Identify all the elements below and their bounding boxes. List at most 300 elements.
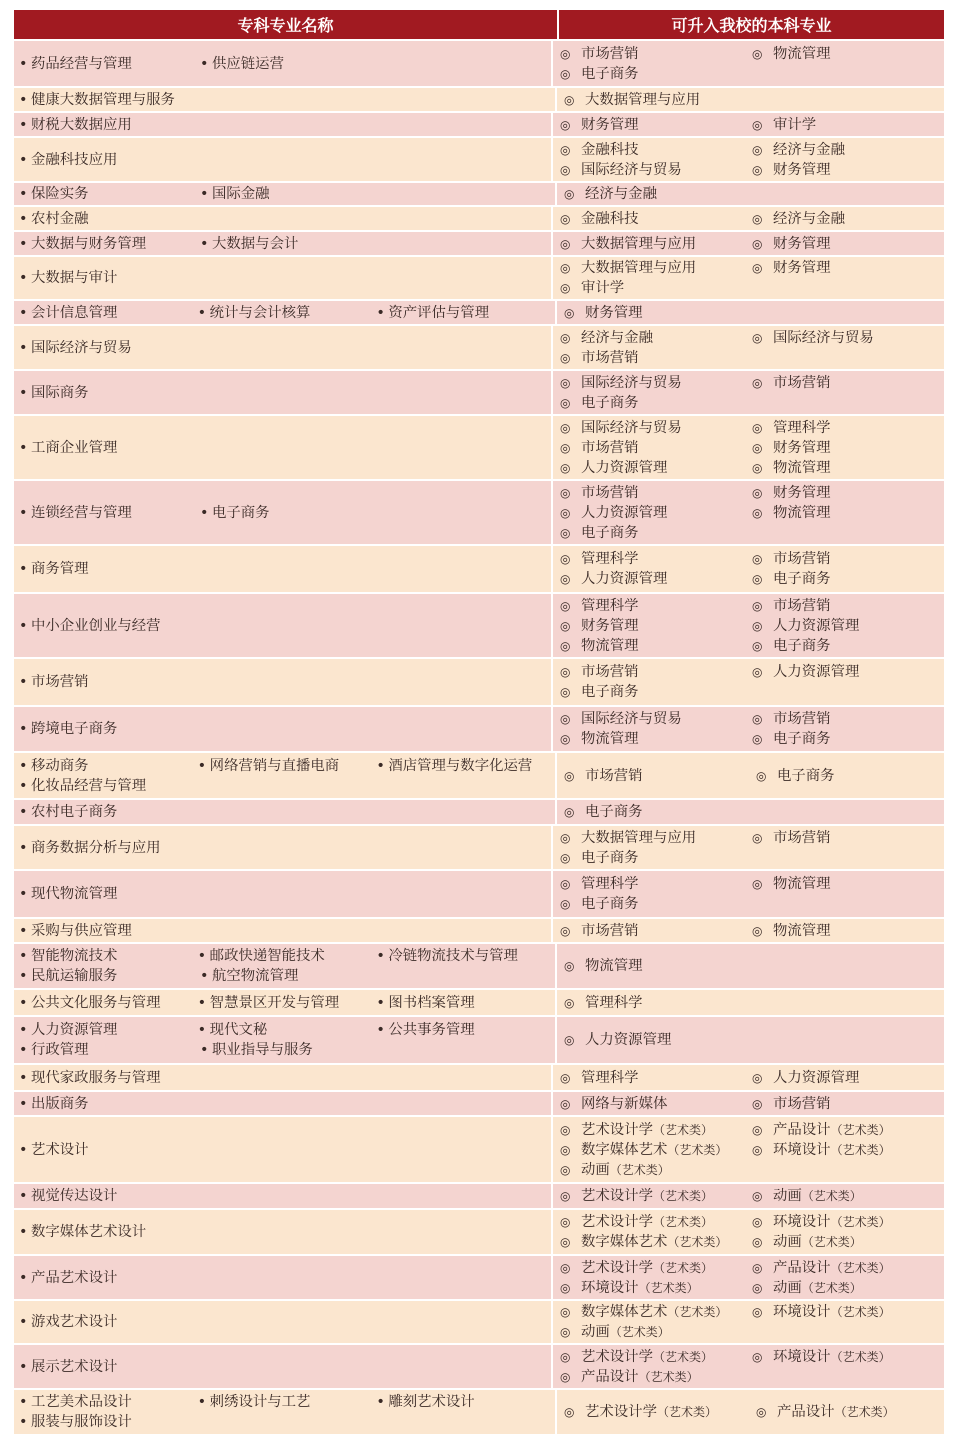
bachelor-major-item: ◎ 市场营销 xyxy=(752,1095,831,1112)
bachelor-major-item: ◎ 动画（艺术类） xyxy=(560,1324,670,1340)
double-circle-icon: ◎ xyxy=(560,375,571,390)
bachelor-major-cell xyxy=(557,753,948,798)
junior-major-cell xyxy=(14,753,557,798)
bachelor-major-item: ◎ 国际经济与贸易 xyxy=(560,161,682,178)
double-circle-icon: ◎ xyxy=(752,830,763,845)
bullet-icon: • xyxy=(19,186,28,202)
junior-major-cell xyxy=(14,481,553,544)
bachelor-major-item: ◎ 大数据管理与应用 xyxy=(560,829,697,846)
double-circle-icon: ◎ xyxy=(560,420,571,435)
junior-major-cell xyxy=(14,871,553,917)
junior-major-cell xyxy=(14,1301,553,1343)
junior-major-item: • 国际商务 xyxy=(19,384,89,401)
table-row xyxy=(14,136,944,181)
double-circle-icon: ◎ xyxy=(752,877,763,891)
bachelor-major-item: ◎ 环境设计（艺术类） xyxy=(752,1348,891,1365)
bachelor-major-item: ◎ 环境设计（艺术类） xyxy=(560,1279,699,1296)
double-circle-icon: ◎ xyxy=(560,1325,571,1339)
junior-major-cell xyxy=(14,183,557,205)
double-circle-icon: ◎ xyxy=(560,665,571,679)
bullet-icon: • xyxy=(19,116,28,133)
bullet-icon: • xyxy=(19,1394,28,1410)
junior-major-item: • 药品经营与管理 xyxy=(19,55,132,72)
bullet-icon: • xyxy=(19,757,28,774)
bullet-icon: • xyxy=(19,968,28,984)
double-circle-icon: ◎ xyxy=(752,1260,763,1275)
table-row xyxy=(14,230,944,255)
bachelor-major-item: ◎ 电子商务 xyxy=(560,65,639,82)
table-row xyxy=(14,111,944,136)
bullet-icon: • xyxy=(19,210,28,227)
bullet-icon: • xyxy=(19,270,28,286)
table-row xyxy=(14,657,944,705)
junior-major-item: • 服装与服饰设计 xyxy=(19,1414,132,1430)
bachelor-major-item: ◎ 人力资源管理 xyxy=(564,1032,672,1048)
bullet-icon: • xyxy=(19,384,28,401)
junior-major-item: • 职业指导与服务 xyxy=(200,1042,313,1058)
bullet-icon: • xyxy=(376,948,385,964)
bachelor-major-cell xyxy=(553,1301,944,1343)
table-row xyxy=(14,1115,944,1182)
junior-major-cell xyxy=(14,1092,553,1115)
double-circle-icon: ◎ xyxy=(560,350,571,365)
table-row xyxy=(14,592,944,657)
bachelor-major-cell xyxy=(553,138,944,181)
table-row xyxy=(14,1015,944,1063)
bachelor-major-cell xyxy=(553,326,944,369)
bachelor-major-item: ◎ 人力资源管理 xyxy=(560,571,668,587)
double-circle-icon: ◎ xyxy=(560,897,571,911)
junior-major-item: • 跨境电子商务 xyxy=(19,721,118,737)
table-header xyxy=(14,10,944,39)
junior-major-item: • 国际经济与贸易 xyxy=(19,339,132,356)
bachelor-major-item: ◎ 动画（艺术类） xyxy=(752,1188,862,1204)
bachelor-major-item: ◎ 市场营销 xyxy=(564,767,643,784)
junior-major-item: • 工艺美术品设计 xyxy=(19,1394,132,1410)
table-row xyxy=(14,798,944,824)
bullet-icon: • xyxy=(200,504,209,521)
table-row xyxy=(14,1254,944,1299)
bachelor-major-cell xyxy=(553,232,944,255)
bachelor-major-item: ◎ 人力资源管理 xyxy=(752,617,860,634)
double-circle-icon: ◎ xyxy=(752,1142,763,1157)
bachelor-major-cell xyxy=(553,1117,944,1182)
junior-major-cell xyxy=(14,1184,553,1208)
double-circle-icon: ◎ xyxy=(752,261,763,275)
bachelor-major-cell xyxy=(553,1184,944,1208)
double-circle-icon: ◎ xyxy=(560,598,571,613)
junior-major-cell xyxy=(14,944,557,988)
double-circle-icon: ◎ xyxy=(752,1280,763,1295)
bachelor-major-item: ◎ 市场营销 xyxy=(560,45,639,62)
double-circle-icon: ◎ xyxy=(560,1280,571,1295)
bullet-icon: • xyxy=(197,304,207,321)
bachelor-major-item: ◎ 财务管理 xyxy=(752,260,831,276)
bachelor-major-item: ◎ 人力资源管理 xyxy=(752,664,860,680)
bachelor-major-item: ◎ 经济与金融 xyxy=(752,141,845,158)
bachelor-major-item: ◎ 财务管理 xyxy=(752,161,831,178)
bachelor-major-cell xyxy=(553,416,944,479)
junior-major-item: • 民航运输服务 xyxy=(19,968,118,984)
junior-major-cell xyxy=(14,301,557,324)
double-circle-icon: ◎ xyxy=(752,505,763,520)
bachelor-major-item: ◎ 市场营销 xyxy=(560,439,639,456)
double-circle-icon: ◎ xyxy=(752,665,763,679)
bullet-icon: • xyxy=(19,1314,28,1330)
double-circle-icon: ◎ xyxy=(752,211,763,226)
bullet-icon: • xyxy=(19,1224,28,1240)
bachelor-major-item: ◎ 管理科学 xyxy=(560,876,639,892)
bachelor-major-item: ◎ 电子商务 xyxy=(560,896,639,912)
double-circle-icon: ◎ xyxy=(752,1349,763,1364)
bullet-icon: • xyxy=(19,1358,28,1375)
bullet-icon: • xyxy=(19,235,28,252)
table-row xyxy=(14,255,944,299)
bachelor-major-cell xyxy=(557,1017,944,1063)
double-circle-icon: ◎ xyxy=(752,1305,763,1319)
junior-major-item: • 酒店管理与数字化运营 xyxy=(376,757,533,774)
header-bachelor-majors: 可升入我校的本科专业 xyxy=(671,16,832,35)
junior-major-cell xyxy=(14,707,553,751)
bullet-icon: • xyxy=(19,948,28,964)
double-circle-icon: ◎ xyxy=(560,685,571,699)
double-circle-icon: ◎ xyxy=(560,830,571,845)
bachelor-major-item: ◎ 人力资源管理 xyxy=(752,1069,860,1086)
junior-major-item: • 统计与会计核算 xyxy=(197,304,311,321)
double-circle-icon: ◎ xyxy=(752,1096,763,1111)
double-circle-icon: ◎ xyxy=(756,1405,767,1419)
junior-major-item: • 展示艺术设计 xyxy=(19,1358,118,1375)
bachelor-major-cell xyxy=(553,594,944,657)
bachelor-major-item: ◎ 市场营销 xyxy=(560,922,639,939)
junior-major-cell xyxy=(14,990,557,1015)
bachelor-major-item: ◎ 大数据管理与应用 xyxy=(560,260,697,276)
bachelor-major-item: ◎ 国际经济与贸易 xyxy=(752,329,874,346)
bachelor-major-item: ◎ 艺术设计学（艺术类） xyxy=(564,1404,717,1420)
junior-major-item: • 图书档案管理 xyxy=(376,994,475,1011)
table-row xyxy=(14,1090,944,1115)
double-circle-icon: ◎ xyxy=(564,187,575,201)
table-row xyxy=(14,1388,944,1434)
bullet-icon: • xyxy=(197,994,207,1011)
junior-major-item: • 工商企业管理 xyxy=(19,439,118,456)
double-circle-icon: ◎ xyxy=(560,1260,571,1275)
bachelor-major-item: ◎ 管理科学 xyxy=(560,1069,639,1086)
bullet-icon: • xyxy=(19,994,28,1011)
junior-major-cell xyxy=(14,232,553,255)
junior-major-item: • 视觉传达设计 xyxy=(19,1188,118,1204)
junior-major-cell xyxy=(14,326,553,369)
bachelor-major-item: ◎ 审计学 xyxy=(752,116,817,133)
bachelor-major-item: ◎ 财务管理 xyxy=(752,484,831,501)
bachelor-major-cell xyxy=(553,659,944,705)
bachelor-major-item: ◎ 大数据管理与应用 xyxy=(560,235,697,252)
junior-major-item: • 商务数据分析与应用 xyxy=(19,839,161,856)
junior-major-item: • 人力资源管理 xyxy=(19,1022,118,1038)
double-circle-icon: ◎ xyxy=(564,1405,575,1419)
bachelor-major-cell xyxy=(553,207,944,230)
junior-major-item: • 移动商务 xyxy=(19,757,89,774)
junior-major-item: • 市场营销 xyxy=(19,674,89,690)
bachelor-major-item: ◎ 环境设计（艺术类） xyxy=(752,1304,891,1320)
double-circle-icon: ◎ xyxy=(560,505,571,520)
bachelor-major-item: ◎ 数字媒体艺术（艺术类） xyxy=(560,1141,728,1158)
double-circle-icon: ◎ xyxy=(752,440,763,455)
junior-major-item: • 冷链物流技术与管理 xyxy=(376,948,518,964)
junior-major-cell xyxy=(14,257,553,299)
bachelor-major-cell xyxy=(553,1065,944,1090)
double-circle-icon: ◎ xyxy=(560,732,571,746)
junior-major-item: • 公共事务管理 xyxy=(376,1022,475,1038)
table-row xyxy=(14,705,944,751)
bullet-icon: • xyxy=(19,1269,28,1286)
junior-major-cell xyxy=(14,207,553,230)
junior-major-cell xyxy=(14,1210,553,1254)
junior-major-item: • 现代家政服务与管理 xyxy=(19,1069,161,1086)
double-circle-icon: ◎ xyxy=(752,638,763,653)
bullet-icon: • xyxy=(19,886,28,902)
junior-major-item: • 会计信息管理 xyxy=(19,304,118,321)
junior-major-item: • 大数据与审计 xyxy=(19,270,118,286)
bachelor-major-item: ◎ 金融科技 xyxy=(560,141,639,158)
junior-major-item: • 智慧景区开发与管理 xyxy=(197,994,340,1011)
junior-major-item: • 现代物流管理 xyxy=(19,886,118,902)
bachelor-major-item: ◎ 经济与金融 xyxy=(560,329,653,346)
double-circle-icon: ◎ xyxy=(560,1215,571,1229)
bachelor-major-item: ◎ 物流管理 xyxy=(564,958,643,974)
double-circle-icon: ◎ xyxy=(752,460,763,475)
table-row xyxy=(14,299,944,324)
bullet-icon: • xyxy=(19,1022,28,1038)
bachelor-major-item: ◎ 电子商务 xyxy=(560,524,639,541)
bachelor-major-item: ◎ 艺术设计学（艺术类） xyxy=(560,1188,713,1204)
bullet-icon: • xyxy=(200,968,209,984)
bachelor-major-cell xyxy=(553,1345,944,1388)
bachelor-major-cell xyxy=(557,800,944,824)
double-circle-icon: ◎ xyxy=(560,330,571,345)
bullet-icon: • xyxy=(376,994,385,1011)
bullet-icon: • xyxy=(376,757,385,774)
bachelor-major-cell xyxy=(557,1390,948,1434)
double-circle-icon: ◎ xyxy=(752,732,763,746)
bullet-icon: • xyxy=(19,55,28,72)
table-row xyxy=(14,86,944,111)
header-junior-majors: 专科专业名称 xyxy=(14,10,559,39)
bullet-icon: • xyxy=(376,1022,385,1038)
bachelor-major-item: ◎ 物流管理 xyxy=(560,637,639,654)
table-row xyxy=(14,917,944,942)
table-row xyxy=(14,544,944,592)
junior-major-item: • 中小企业创业与经营 xyxy=(19,617,161,634)
junior-major-item: • 电子商务 xyxy=(200,504,270,521)
double-circle-icon: ◎ xyxy=(564,768,575,783)
junior-major-item: • 连锁经营与管理 xyxy=(19,504,132,521)
double-circle-icon: ◎ xyxy=(560,46,571,61)
bachelor-major-item: ◎ 物流管理 xyxy=(752,504,831,521)
junior-major-item: • 财税大数据应用 xyxy=(19,116,132,133)
table-row xyxy=(14,1343,944,1388)
double-circle-icon: ◎ xyxy=(560,877,571,891)
junior-major-cell xyxy=(14,113,553,136)
table-row xyxy=(14,1208,944,1254)
double-circle-icon: ◎ xyxy=(560,1189,571,1203)
double-circle-icon: ◎ xyxy=(560,1070,571,1085)
bachelor-major-item: ◎ 市场营销 xyxy=(560,664,639,680)
junior-major-item: • 保险实务 xyxy=(19,186,89,202)
table-row xyxy=(14,1299,944,1343)
bullet-icon: • xyxy=(19,922,28,939)
junior-major-cell xyxy=(14,416,553,479)
bachelor-major-item: ◎ 财务管理 xyxy=(560,617,639,634)
bachelor-major-item: ◎ 艺术设计学（艺术类） xyxy=(560,1348,713,1365)
double-circle-icon: ◎ xyxy=(560,850,571,865)
bachelor-major-cell xyxy=(553,546,944,592)
bachelor-major-cell xyxy=(553,371,944,414)
bachelor-major-item: ◎ 动画（艺术类） xyxy=(560,1161,670,1178)
table-row xyxy=(14,942,944,988)
junior-major-item: • 数字媒体艺术设计 xyxy=(19,1224,147,1240)
junior-major-item: • 出版商务 xyxy=(19,1095,89,1112)
junior-major-item: • 国际金融 xyxy=(200,186,270,202)
bachelor-major-cell xyxy=(557,301,944,324)
junior-major-cell xyxy=(14,546,553,592)
bullet-icon: • xyxy=(197,1394,207,1410)
junior-major-item: • 产品艺术设计 xyxy=(19,1269,118,1286)
double-circle-icon: ◎ xyxy=(560,712,571,726)
bachelor-major-item: ◎ 市场营销 xyxy=(560,349,639,366)
bachelor-major-item: ◎ 管理科学 xyxy=(564,994,643,1011)
junior-major-item: • 行政管理 xyxy=(19,1042,89,1058)
bachelor-major-cell xyxy=(553,1256,944,1299)
junior-major-item: • 艺术设计 xyxy=(19,1141,89,1158)
bachelor-major-item: ◎ 环境设计（艺术类） xyxy=(752,1141,891,1158)
bachelor-major-cell xyxy=(553,1092,944,1115)
double-circle-icon: ◎ xyxy=(560,460,571,475)
bachelor-major-item: ◎ 审计学 xyxy=(560,280,625,296)
table-row xyxy=(14,414,944,479)
bachelor-major-item: ◎ 大数据管理与应用 xyxy=(564,91,701,108)
double-circle-icon: ◎ xyxy=(752,923,763,938)
bachelor-major-item: ◎ 产品设计（艺术类） xyxy=(752,1121,891,1138)
double-circle-icon: ◎ xyxy=(564,995,575,1010)
bullet-icon: • xyxy=(19,674,28,690)
junior-major-cell xyxy=(14,1390,557,1434)
double-circle-icon: ◎ xyxy=(560,618,571,633)
bachelor-major-item: ◎ 电子商务 xyxy=(560,394,639,411)
double-circle-icon: ◎ xyxy=(752,618,763,633)
double-circle-icon: ◎ xyxy=(560,440,571,455)
bachelor-major-item: ◎ 管理科学 xyxy=(560,597,639,614)
bullet-icon: • xyxy=(19,804,28,820)
table-row xyxy=(14,369,944,414)
bachelor-major-cell xyxy=(553,481,944,544)
bachelor-major-item: ◎ 市场营销 xyxy=(752,597,831,614)
bachelor-major-item: ◎ 艺术设计学（艺术类） xyxy=(560,1121,713,1138)
double-circle-icon: ◎ xyxy=(752,1215,763,1229)
double-circle-icon: ◎ xyxy=(560,572,571,586)
bachelor-major-item: ◎ 市场营销 xyxy=(752,374,831,391)
bachelor-major-item: ◎ 数字媒体艺术（艺术类） xyxy=(560,1304,728,1320)
bachelor-major-cell xyxy=(557,944,944,988)
bachelor-major-item: ◎ 财务管理 xyxy=(564,304,643,321)
bachelor-major-item: ◎ 经济与金融 xyxy=(564,186,657,202)
double-circle-icon: ◎ xyxy=(560,261,571,275)
bachelor-major-item: ◎ 国际经济与贸易 xyxy=(560,419,682,436)
junior-major-item: • 邮政快递智能技术 xyxy=(197,948,325,964)
table-row xyxy=(14,869,944,917)
bachelor-major-item: ◎ 电子商务 xyxy=(752,571,831,587)
bachelor-major-cell xyxy=(553,41,944,86)
double-circle-icon: ◎ xyxy=(752,1122,763,1137)
bullet-icon: • xyxy=(197,757,207,774)
junior-major-item: • 刺绣设计与工艺 xyxy=(197,1394,311,1410)
junior-major-cell xyxy=(14,826,553,869)
bachelor-major-item: ◎ 财务管理 xyxy=(560,116,639,133)
bullet-icon: • xyxy=(19,561,28,577)
junior-major-cell xyxy=(14,138,553,181)
double-circle-icon: ◎ xyxy=(564,92,575,107)
junior-major-item: • 大数据与财务管理 xyxy=(19,235,147,252)
bachelor-major-item: ◎ 管理科学 xyxy=(752,419,831,436)
bullet-icon: • xyxy=(19,151,28,168)
double-circle-icon: ◎ xyxy=(752,236,763,251)
bachelor-major-item: ◎ 市场营销 xyxy=(752,551,831,567)
bachelor-major-item: ◎ 财务管理 xyxy=(752,439,831,456)
table-row xyxy=(14,181,944,205)
double-circle-icon: ◎ xyxy=(752,485,763,500)
bullet-icon: • xyxy=(197,1022,207,1038)
bachelor-major-item: ◎ 国际经济与贸易 xyxy=(560,711,682,727)
bachelor-major-item: ◎ 电子商务 xyxy=(752,637,831,654)
double-circle-icon: ◎ xyxy=(752,375,763,390)
double-circle-icon: ◎ xyxy=(756,768,767,783)
junior-major-cell xyxy=(14,1117,553,1182)
bullet-icon: • xyxy=(19,1095,28,1112)
bachelor-major-cell xyxy=(553,919,944,942)
bullet-icon: • xyxy=(200,55,209,72)
bullet-icon: • xyxy=(200,186,209,202)
double-circle-icon: ◎ xyxy=(560,1305,571,1319)
junior-major-cell xyxy=(14,659,553,705)
bachelor-major-item: ◎ 物流管理 xyxy=(752,45,831,62)
bachelor-major-cell xyxy=(553,1210,944,1254)
bachelor-major-item: ◎ 市场营销 xyxy=(560,484,639,501)
bachelor-major-cell xyxy=(553,113,944,136)
double-circle-icon: ◎ xyxy=(564,959,575,973)
bullet-icon: • xyxy=(19,839,28,856)
bachelor-major-item: ◎ 金融科技 xyxy=(560,210,639,227)
junior-major-cell xyxy=(14,919,553,942)
table-row xyxy=(14,324,944,369)
double-circle-icon: ◎ xyxy=(752,1189,763,1203)
bachelor-major-item: ◎ 环境设计（艺术类） xyxy=(752,1214,891,1230)
bachelor-major-item: ◎ 艺术设计学（艺术类） xyxy=(560,1259,713,1276)
bachelor-major-cell xyxy=(553,871,944,917)
junior-major-item: • 网络营销与直播电商 xyxy=(197,757,340,774)
junior-major-cell xyxy=(14,800,557,824)
double-circle-icon: ◎ xyxy=(560,117,571,132)
junior-major-item: • 资产评估与管理 xyxy=(376,304,490,321)
junior-major-item: • 金融科技应用 xyxy=(19,151,118,168)
junior-major-item: • 健康大数据管理与服务 xyxy=(19,91,175,108)
bullet-icon: • xyxy=(19,91,28,108)
bachelor-major-item: ◎ 产品设计（艺术类） xyxy=(756,1404,895,1420)
bachelor-major-item: ◎ 市场营销 xyxy=(752,711,831,727)
bachelor-major-cell xyxy=(553,826,944,869)
bullet-icon: • xyxy=(19,304,28,321)
bachelor-major-cell xyxy=(557,88,944,111)
double-circle-icon: ◎ xyxy=(564,305,575,320)
